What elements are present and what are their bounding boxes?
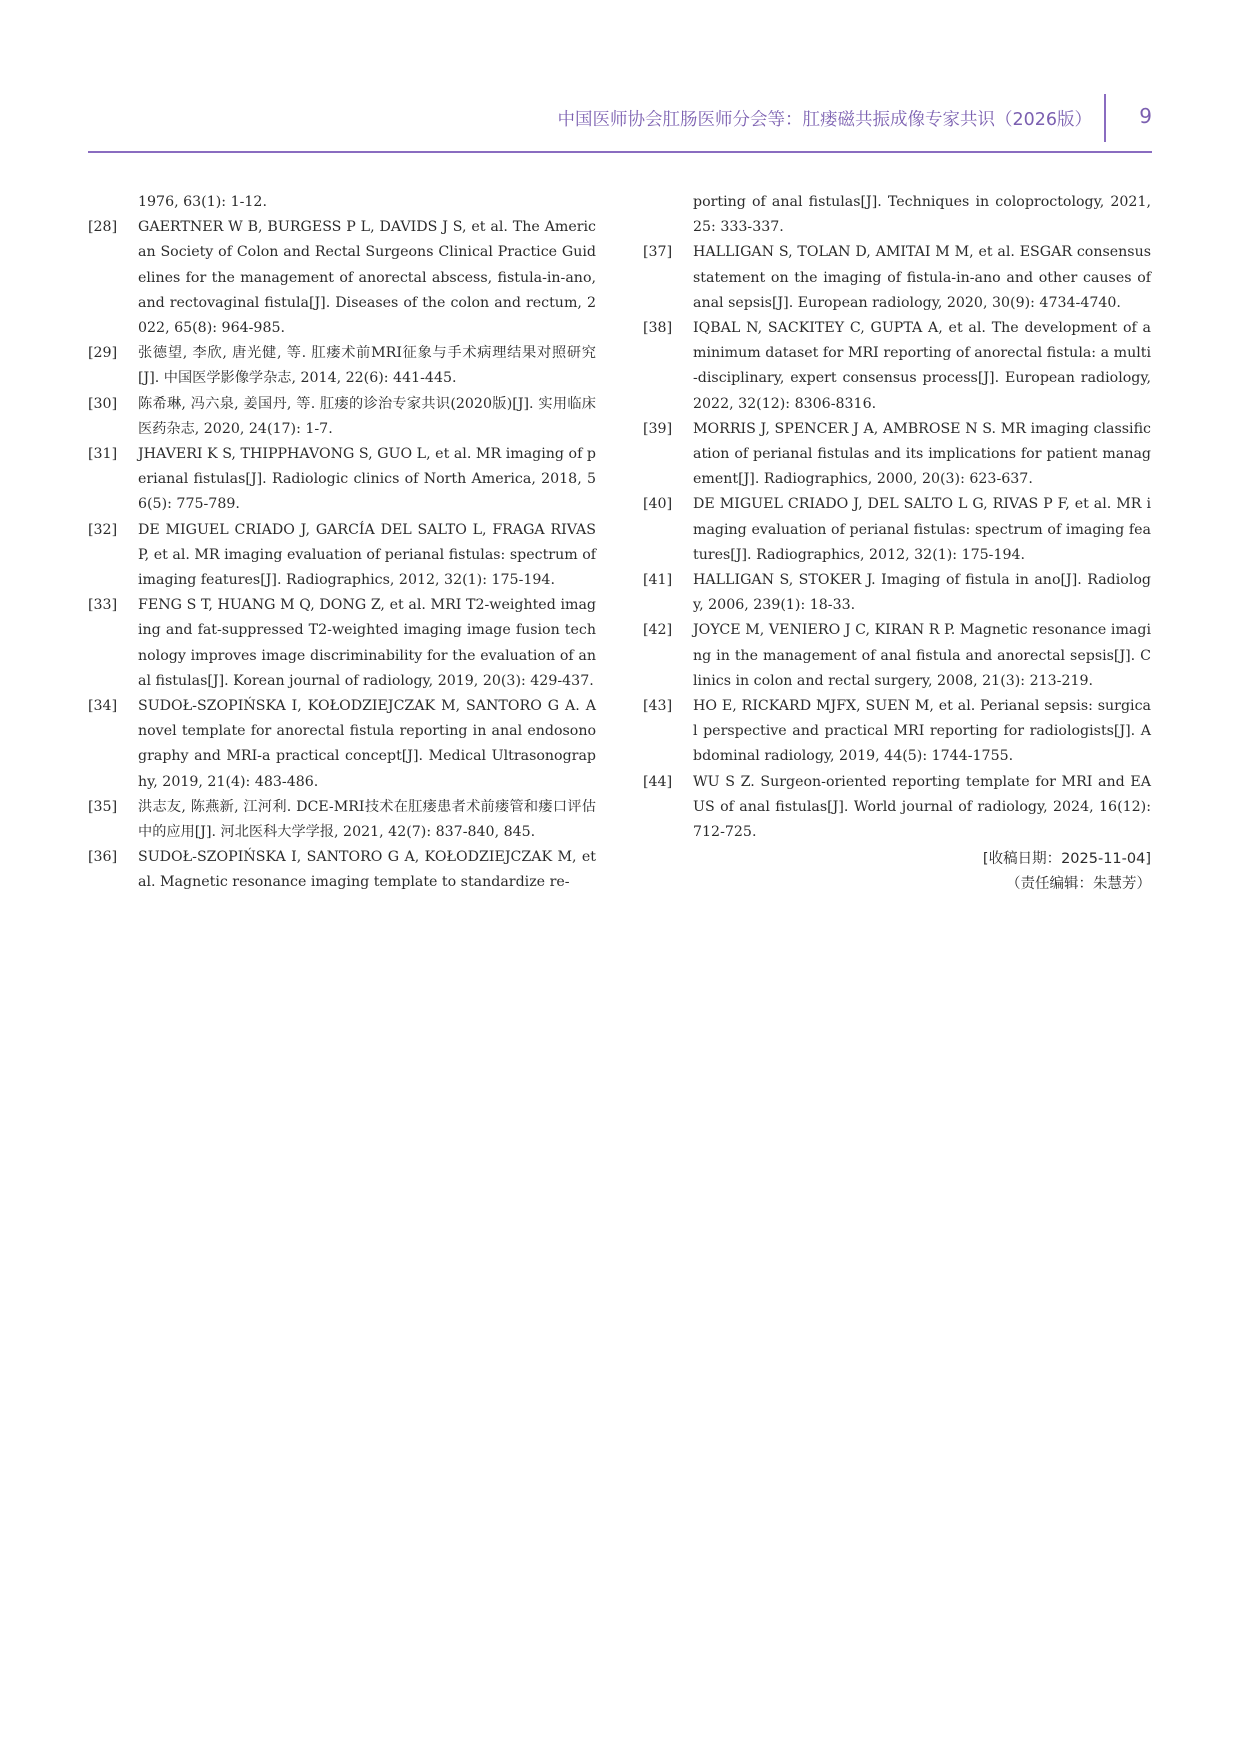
page-number: 9: [1139, 104, 1152, 128]
reference-text: 张德望, 李欣, 唐光健, 等. 肛瘘术前MRI征象与手术病理结果对照研究 [J]. 中国医学影像学杂志, 2014, 22(6): 441-445.: [138, 345, 596, 387]
reference-31: [88, 442, 596, 518]
reference-number: [41]: [643, 572, 673, 589]
reference-42: [643, 618, 1151, 694]
reference-number: [37]: [643, 244, 673, 261]
header-rule: [88, 151, 1152, 153]
header-divider: [1104, 94, 1106, 142]
reference-number: [34]: [88, 698, 118, 715]
reference-number: [36]: [88, 849, 118, 866]
reference-text: JHAVERI K S, THIPPHAVONG S, GUO L, et al. MR imaging of perianal fistulas[J]. Radiologic clinics of North America, 2018, 56(5): 775-789.: [138, 446, 596, 513]
reference-text: FENG S T, HUANG M Q, DONG Z, et al. MRI T2-weighted imaging and fat-suppressed T2-weighted imaging image fusion technology improves image discriminability for the evaluation of anal fistulas[J]. Korean journal of radiology, 2019, 20(3): 429-437.: [138, 597, 596, 689]
reference-28: [88, 215, 596, 341]
reference-text: GAERTNER W B, BURGESS P L, DAVIDS J S, et al. The American Society of Colon and Rectal Surgeons Clinical Practice Guidelines for the management of anorectal abscess, fistula-in-ano, and rectovaginal fistula[J]. Diseases of the colon and rectum, 2022, 65(8): 964-985.: [138, 219, 596, 337]
reference-text: 洪志友, 陈燕新, 江河利. DCE-MRI技术在肛瘘患者术前瘘管和瘘口评估中的应用[J]. 河北医科大学学报, 2021, 42(7): 837-840, 845.: [138, 798, 596, 841]
reference-number: [33]: [88, 597, 118, 614]
reference-number: [31]: [88, 446, 118, 463]
reference-number: [30]: [88, 395, 118, 412]
reference-number: [35]: [88, 798, 118, 815]
reference-number: [38]: [643, 320, 673, 337]
reference-36: [88, 845, 596, 895]
responsible-editor: （责任编辑：朱慧芳）: [1006, 876, 1151, 893]
reference-continuation: porting of anal fistulas[J]. Techniques in coloproctology, 2021, 25: 333-337.: [693, 194, 1151, 236]
reference-text: DE MIGUEL CRIADO J, GARCÍA DEL SALTO L, FRAGA RIVAS P, et al. MR imaging evaluation of perianal fistulas: spectrum of imaging features[J]. Radiographics, 2012, 32(1): 175-194.: [138, 521, 596, 589]
left-column: [88, 190, 596, 896]
reference-text: DE MIGUEL CRIADO J, DEL SALTO L G, RIVAS P F, et al. MR imaging evaluation of perianal fistulas: spectrum of imaging features[J]. Radiographics, 2012, 32(1): 175-194.: [693, 496, 1151, 563]
reference-41: [643, 568, 1151, 618]
running-header-title: 中国医师协会肛肠医师分会等：肛瘘磁共振成像专家共识（2026版）: [557, 110, 1092, 130]
reference-number: [28]: [88, 219, 118, 236]
reference-29: [88, 341, 596, 391]
reference-number: [40]: [643, 496, 673, 513]
reference-number: [39]: [643, 420, 673, 437]
reference-39: [643, 417, 1151, 493]
reference-33: [88, 593, 596, 694]
reference-continuation: 1976, 63(1): 1-12.: [138, 194, 267, 210]
reference-text: WU S Z. Surgeon-oriented reporting template for MRI and EAUS of anal fistulas[J]. World journal of radiology, 2024, 16(12): 712-725.: [693, 773, 1151, 841]
reference-number: [44]: [643, 773, 673, 790]
right-column: [643, 190, 1151, 897]
reference-43: [643, 694, 1151, 770]
reference-text: SUDOŁ-SZOPIŃSKA I, SANTORO G A, KOŁODZIEJCZAK M, et al. Magnetic resonance imaging template to standardize re-: [138, 849, 596, 891]
reference-number: [32]: [88, 521, 118, 538]
reference-35: [88, 795, 596, 845]
running-header: [88, 92, 1152, 152]
reference-text: MORRIS J, SPENCER J A, AMBROSE N S. MR imaging classification of perianal fistulas and its implications for patient management[J]. Radiographics, 2000, 20(3): 623-637.: [693, 420, 1151, 488]
received-date: [收稿日期：2025-11-04]: [982, 851, 1151, 868]
reference-32: [88, 518, 596, 594]
reference-text: SUDOŁ-SZOPIŃSKA I, KOŁODZIEJCZAK M, SANTORO G A. A novel template for anorectal fistula reporting in anal endosonography and MRI-a practical concept[J]. Medical Ultrasonography, 2019, 21(4): 483-486.: [138, 698, 596, 790]
reference-30: [88, 392, 596, 442]
reference-44: [643, 770, 1151, 846]
reference-number: [42]: [643, 622, 673, 639]
reference-text: IQBAL N, SACKITEY C, GUPTA A, et al. The development of a minimum dataset for MRI reporting of anorectal fistula: a multi-disciplinary, expert consensus process[J]. European radiology, 2022, 32(12): 8306-8316.: [693, 320, 1151, 412]
reference-number: [43]: [643, 698, 673, 715]
reference-text: HALLIGAN S, TOLAN D, AMITAI M M, et al. ESGAR consensus statement on the imaging of fistula-in-ano and other causes of anal sepsis[J]. European radiology, 2020, 30(9): 4734-4740.: [693, 244, 1151, 311]
reference-text: HALLIGAN S, STOKER J. Imaging of fistula in ano[J]. Radiology, 2006, 239(1): 18-33.: [693, 572, 1151, 614]
reference-34: [88, 694, 596, 795]
reference-38: [643, 316, 1151, 417]
reference-text: HO E, RICKARD MJFX, SUEN M, et al. Perianal sepsis: surgical perspective and practical MRI reporting for radiologists[J]. Abdominal radiology, 2019, 44(5): 1744-1755.: [693, 698, 1151, 765]
reference-37: [643, 240, 1151, 316]
reference-text: 陈希琳, 冯六泉, 姜国丹, 等. 肛瘘的诊治专家共识(2020版)[J]. 实用临床医药杂志, 2020, 24(17): 1-7.: [138, 395, 596, 437]
reference-text: JOYCE M, VENIERO J C, KIRAN R P. Magnetic resonance imaging in the management of anal fistula and anorectal sepsis[J]. Clinics in colon and rectal surgery, 2008, 21(3): 213-219.: [693, 622, 1151, 689]
reference-number: [29]: [88, 345, 118, 362]
reference-40: [643, 492, 1151, 568]
